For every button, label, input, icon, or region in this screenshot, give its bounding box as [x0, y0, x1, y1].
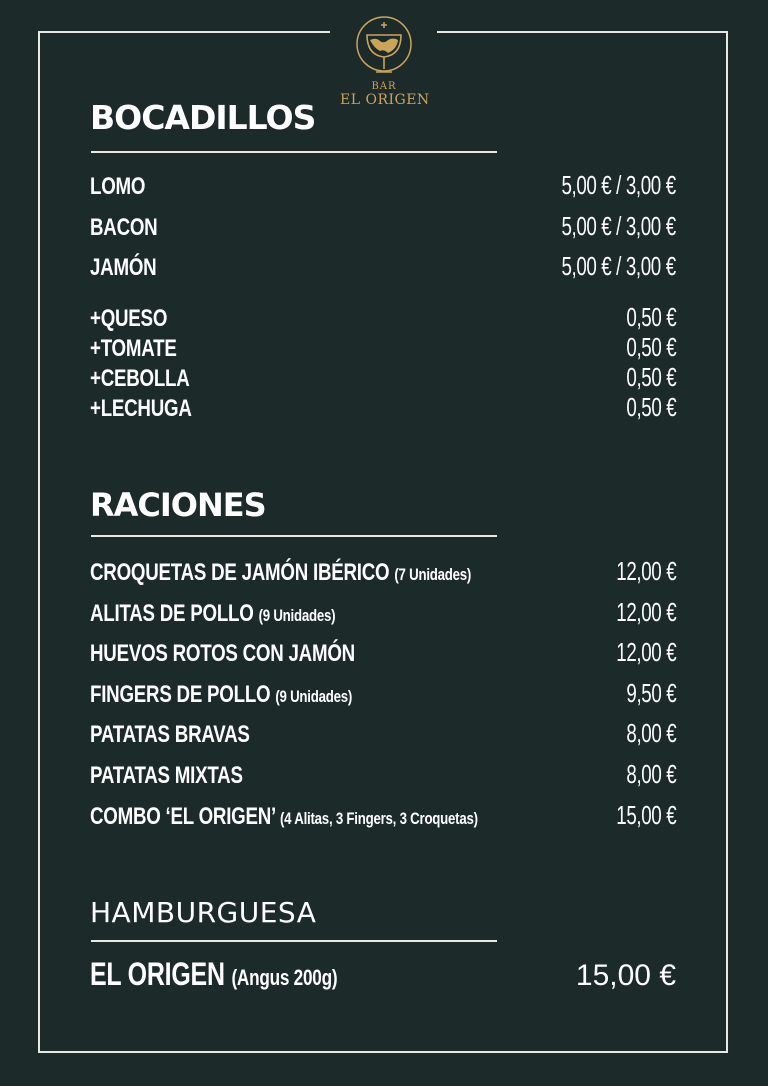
- section-title-raciones: RACIONES: [90, 486, 266, 524]
- item-price: 9,50 €: [626, 678, 676, 708]
- divider: [91, 940, 497, 942]
- item-price: 12,00 €: [616, 597, 676, 627]
- extra-name: +TOMATE: [90, 335, 177, 362]
- extra-name: +CEBOLLA: [90, 365, 190, 392]
- section-title-bocadillos: BOCADILLOS: [90, 98, 316, 137]
- extra-name: +QUESO: [90, 305, 168, 332]
- item-price: 12,00 €: [616, 556, 676, 586]
- menu-item: [90, 800, 676, 831]
- menu-item: [90, 718, 676, 749]
- menu-item: [90, 678, 676, 709]
- item-price: 15,00 €: [575, 959, 676, 992]
- item-price: 5,00 € / 3,00 €: [561, 251, 676, 281]
- divider: [91, 535, 497, 537]
- cocktail-globe-icon: [354, 12, 414, 80]
- section-title-hamburguesa: HAMBURGUESA: [90, 896, 317, 929]
- menu-item: [90, 211, 676, 242]
- divider: [91, 151, 497, 153]
- item-name: HUEVOS ROTOS CON JAMÓN: [90, 640, 355, 667]
- extra-price: 0,50 €: [626, 332, 676, 362]
- extra-price: 0,50 €: [626, 362, 676, 392]
- bar-logo: [340, 12, 428, 108]
- extra-item: [90, 362, 676, 393]
- extra-item: [90, 392, 676, 423]
- frame-top-left: [38, 31, 330, 33]
- extra-price: 0,50 €: [626, 302, 676, 332]
- item-note: (9 Unidades): [258, 606, 336, 625]
- menu-item: [90, 251, 676, 282]
- menu-item: [90, 556, 676, 587]
- item-note: (Angus 200g): [231, 965, 338, 990]
- item-name: LOMO: [90, 173, 146, 200]
- item-name: PATATAS BRAVAS: [90, 721, 250, 748]
- logo-line2: EL ORIGEN: [340, 92, 430, 108]
- item-price: 15,00 €: [616, 800, 676, 830]
- item-name: BACON: [90, 214, 158, 241]
- item-price: 12,00 €: [616, 637, 676, 667]
- item-price: 8,00 €: [626, 759, 676, 789]
- extra-price: 0,50 €: [626, 392, 676, 422]
- item-name: PATATAS MIXTAS: [90, 762, 243, 789]
- menu-item: [90, 956, 676, 993]
- item-price: 8,00 €: [626, 718, 676, 748]
- extra-name: +LECHUGA: [90, 395, 192, 422]
- item-name: COMBO ‘EL ORIGEN’: [90, 803, 275, 830]
- logo-line1: BAR: [371, 81, 397, 92]
- item-name: JAMÓN: [90, 254, 157, 281]
- item-name: FINGERS DE POLLO: [90, 681, 271, 708]
- menu-item: [90, 759, 676, 790]
- menu-item: [90, 170, 676, 201]
- item-name: EL ORIGEN: [90, 956, 225, 992]
- extra-item: [90, 302, 676, 333]
- item-price: 5,00 € / 3,00 €: [561, 170, 676, 200]
- item-note: (9 Unidades): [275, 687, 353, 706]
- item-price: 5,00 € / 3,00 €: [561, 211, 676, 241]
- item-name: ALITAS DE POLLO: [90, 600, 254, 627]
- extra-item: [90, 332, 676, 363]
- menu-item: [90, 597, 676, 628]
- item-name: CROQUETAS DE JAMÓN IBÉRICO: [90, 559, 390, 586]
- item-note: (4 Alitas, 3 Fingers, 3 Croquetas): [279, 809, 478, 828]
- menu-item: [90, 637, 676, 668]
- item-note: (7 Unidades): [394, 565, 472, 584]
- frame-top-right: [437, 31, 728, 33]
